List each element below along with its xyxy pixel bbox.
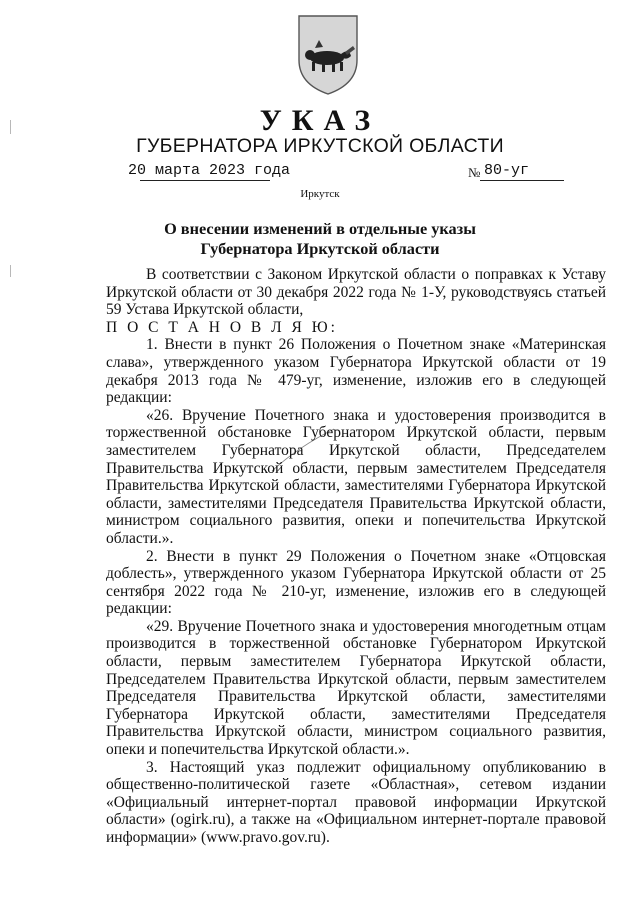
coat-of-arms-emblem (297, 12, 359, 96)
heading-line-2: Губернатора Иркутской области (200, 239, 440, 258)
document-subtitle: ГУБЕРНАТОРА ИРКУТСКОЙ ОБЛАСТИ (136, 135, 504, 157)
preamble-paragraph: В соответствии с Законом Иркутской области о поправках к Уставу Иркутской области от 30 декабря 2022 года № 1-У, руководствуясь статьей 59 Устава Иркутской области, (106, 266, 606, 319)
place-of-issue: Иркутск (300, 188, 340, 200)
item-3-paragraph: 3. Настоящий указ подлежит официальному опубликованию в общественно-политической газете «Областная», сетевом издании «Официальный интернет-портал правовой информации Иркутской области» (ogirk.ru), а также на «Официальном интернет-портале правовой информации» (www.pravo.gov.ru). (106, 758, 606, 846)
document-title: УКАЗ (259, 104, 381, 137)
item-2-paragraph: 2. Внести в пункт 29 Положения о Почетном знаке «Отцовская доблесть», утвержденного указом Губернатора Иркутской области от 25 сентября 2022 года № 210-уг, изменение, изложив его в следующей редакции: (106, 547, 606, 618)
heading-line-1: О внесении изменений в отдельные указы (164, 219, 476, 238)
date-underline (140, 180, 270, 181)
quote-1-paragraph: «26. Вручение Почетного знака и удостоверения производится в торжественной обстановке Губернатором Иркутской области, первым заместителем Губернатора Иркутской области, Председателем Правительства Иркутской области, первым заместителем Председателя Правительства Иркутской области, заместителями Губернатора Иркутской области, заместителями Председателя Правительства Иркутской области, министром социального развития, опеки и попечительства Иркутской области.». (106, 406, 606, 547)
item-1-paragraph: 1. Внести в пункт 26 Положения о Почетном знаке «Материнская слава», утвержденного указом Губернатора Иркутской области от 19 декабря 2013 года № 479-уг, изменение, изложив его в следующей редакции: (106, 336, 606, 407)
quote-2-paragraph: «29. Вручение Почетного знака и удостоверения многодетным отцам производится в торжественной обстановке Губернатором Иркутской области, первым заместителем Губернатора Иркутской области, Председателем Правительства Иркутской области, первым заместителем Председателя Правительства Иркутской области, заместителями Губернатора Иркутской области, заместителями Председателя Правительства Иркутской области, министром социального развития, опеки и попечительства Иркутской области.». (106, 617, 606, 759)
margin-mark (10, 265, 11, 277)
decree-word: П О С Т А Н О В Л Я Ю: (106, 318, 338, 336)
number-underline (480, 180, 564, 181)
document-number: 80-уг (484, 162, 530, 179)
document-date: 20 марта 2023 года (128, 162, 291, 179)
document-heading (0, 219, 640, 259)
document-body (106, 266, 606, 847)
number-sign: № (468, 165, 481, 180)
